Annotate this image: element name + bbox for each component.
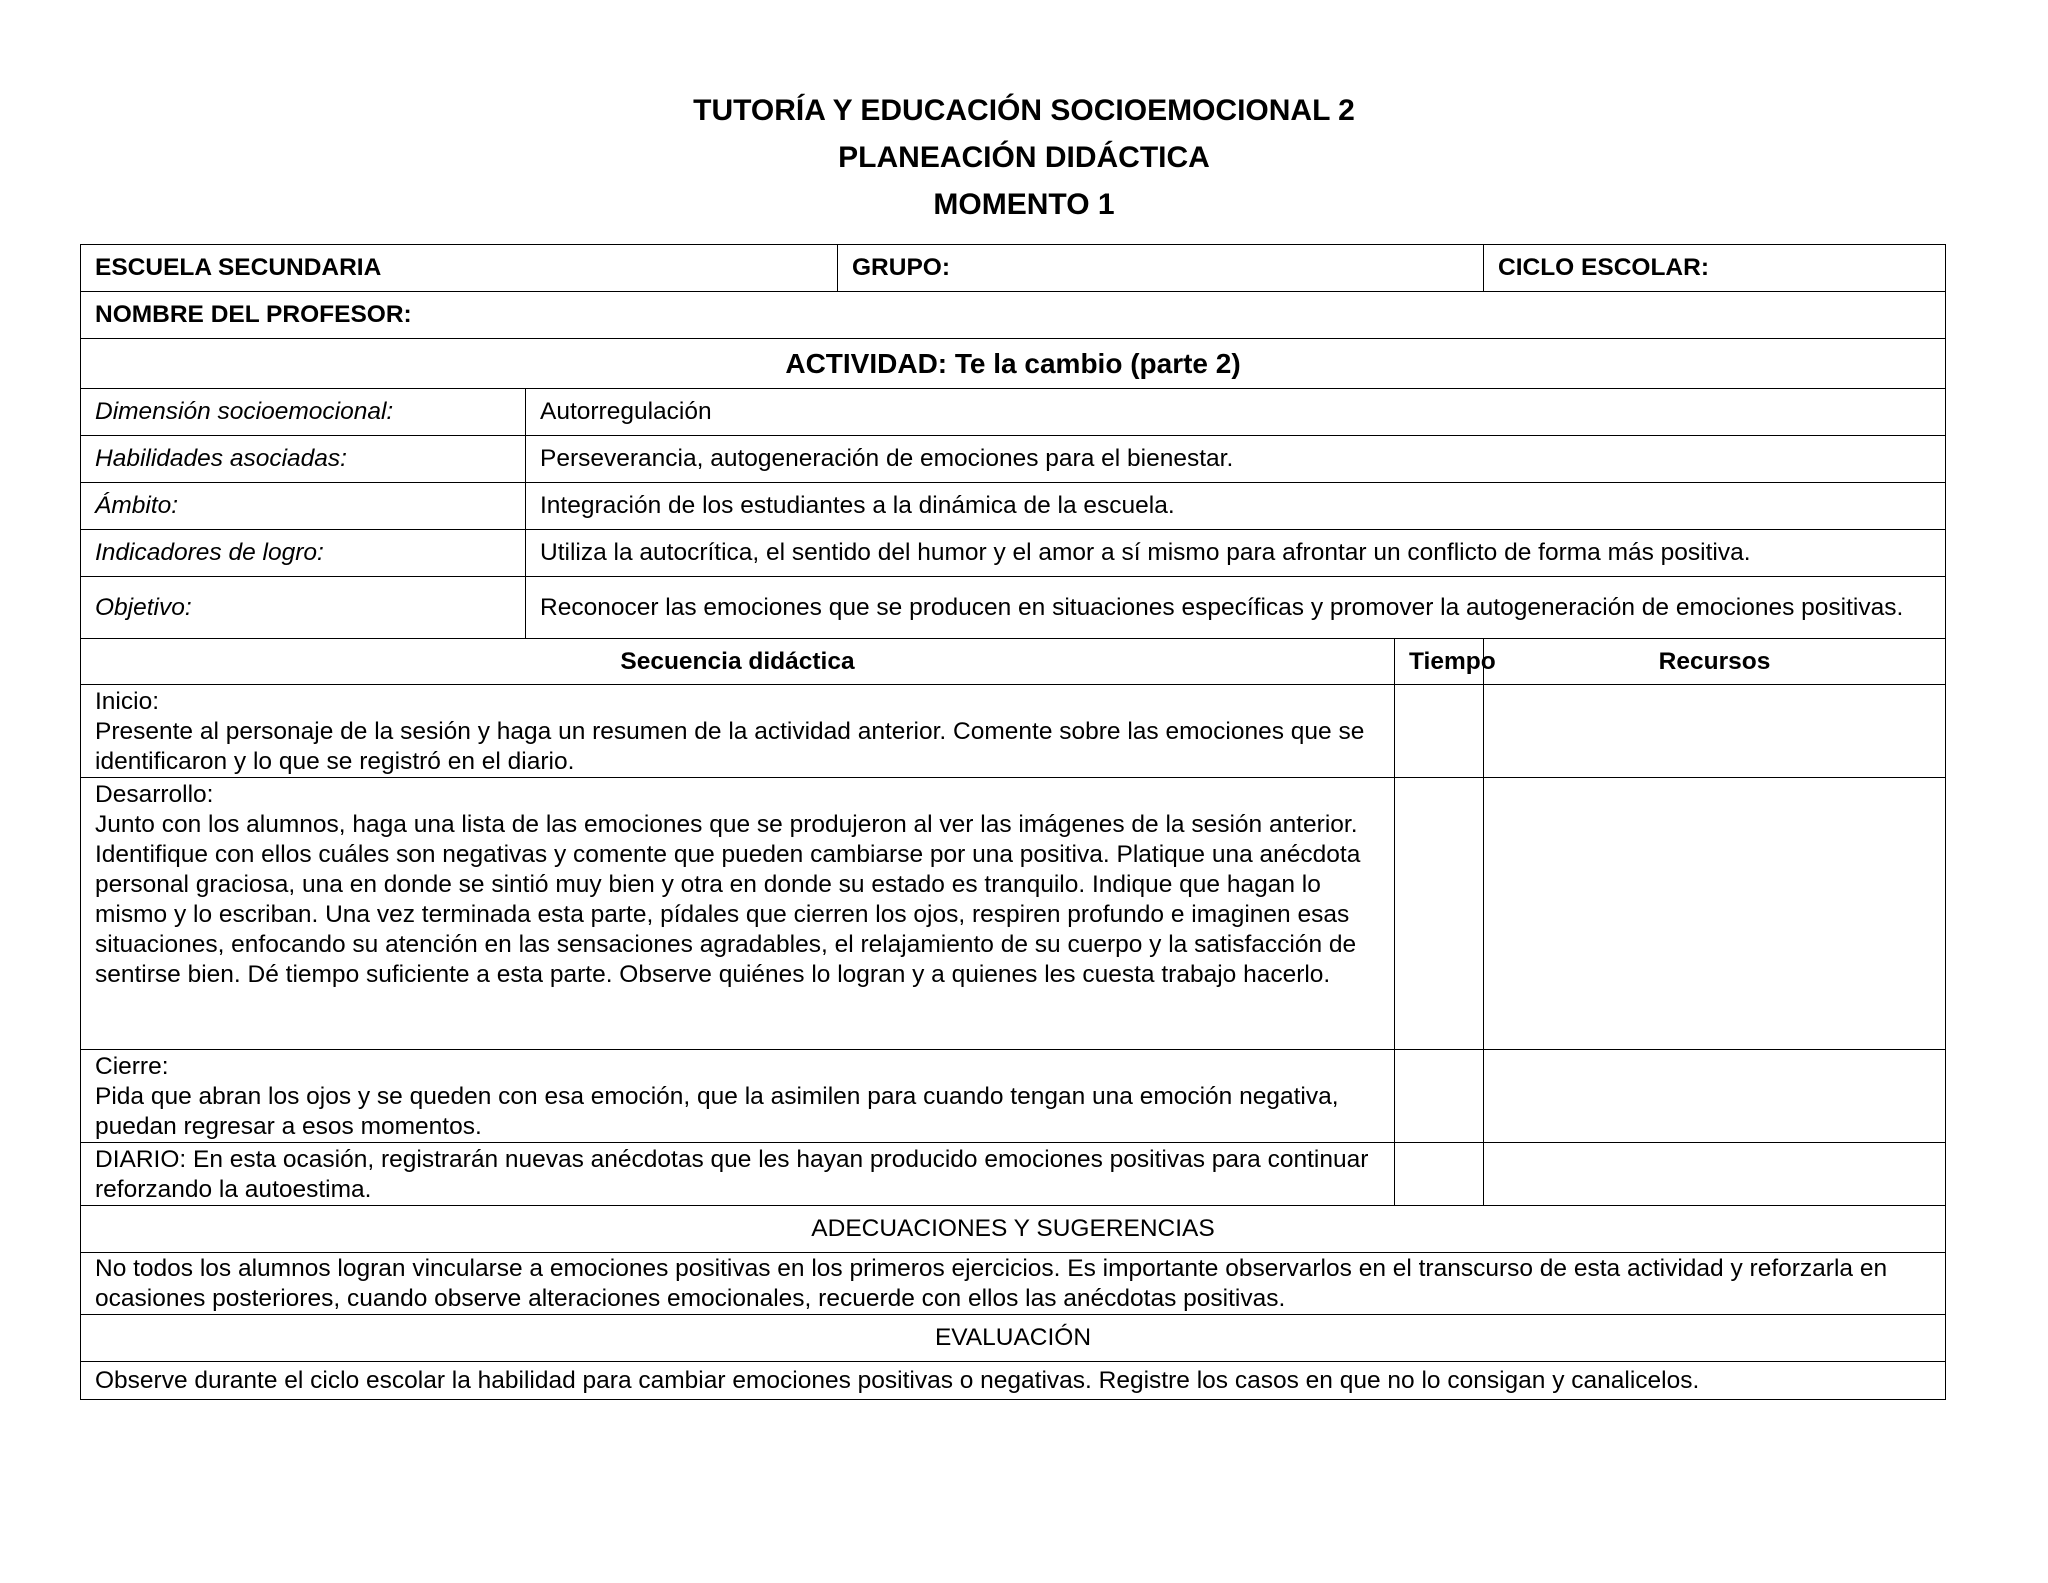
- evaluation-title: EVALUACIÓN: [81, 1315, 1946, 1362]
- sequence-diary-row: [81, 1143, 1946, 1206]
- detail-label: Indicadores de logro:: [81, 530, 526, 577]
- step-text: Pida que abran los ojos y se queden con esa emoción, que la asimilen para cuando tengan una emoción negativa, puedan regresar a esos momentos.: [95, 1083, 1339, 1140]
- resources-column-header: Recursos: [1484, 639, 1946, 685]
- detail-label: Objetivo:: [81, 577, 526, 639]
- document-subtitle: PLANEACIÓN DIDÁCTICA: [838, 141, 1210, 174]
- time-column-header: Tiempo: [1395, 639, 1484, 685]
- sequence-column-header: Secuencia didáctica: [81, 639, 1395, 685]
- detail-value: Integración de los estudiantes a la dinámica de la escuela.: [526, 483, 1946, 530]
- detail-label: Habilidades asociadas:: [81, 436, 526, 483]
- objective-value: Reconocer las emociones que se producen en situaciones específicas y promover la autogeneración de emociones positivas.: [526, 577, 1946, 639]
- teacher-row: [81, 292, 1946, 339]
- step-text: Junto con los alumnos, haga una lista de las emociones que se produjeron al ver las imágenes de la sesión anterior. Identifique con ellos cuáles son negativas y comente que pueden cambiarse por una positiva. Platique una anécdota personal graciosa, una en donde se sintió muy bien y otra en donde su estado es tranquilo. Indique que hagan lo mismo y lo escriban. Una vez terminada esta parte, pídales que cierren los ojos, respiren profundo e imaginen esas situaciones, enfocando su atención en las sensaciones agradables, el relajamiento de su cuerpo y la satisfacción de sentirse bien. Dé tiempo suficiente a esta parte. Observe quiénes lo logran y a quienes les cuesta trabajo hacerlo.: [95, 811, 1361, 988]
- resources-cell: [1484, 685, 1946, 778]
- resources-cell: [1484, 1050, 1946, 1143]
- adaptations-title-row: [81, 1206, 1946, 1253]
- step-heading: Inicio:: [95, 688, 160, 715]
- step-cierre: [81, 1050, 1395, 1143]
- sequence-header-row: [81, 639, 1946, 685]
- step-heading: Cierre:: [95, 1053, 169, 1080]
- detail-value: Utiliza la autocrítica, el sentido del humor y el amor a sí mismo para afrontar un conflicto de forma más positiva.: [526, 530, 1946, 577]
- document-moment: MOMENTO 1: [933, 188, 1115, 221]
- detail-row: [81, 389, 1946, 436]
- evaluation-text: Observe durante el ciclo escolar la habilidad para cambiar emociones positivas o negativas. Registre los casos en que no lo consigan y canalicelos.: [81, 1362, 1946, 1400]
- teacher-label: NOMBRE DEL PROFESOR:: [81, 292, 1946, 339]
- step-heading: Desarrollo:: [95, 781, 214, 808]
- detail-value: Autorregulación: [526, 389, 1946, 436]
- activity-row: [81, 339, 1946, 389]
- resources-cell: [1484, 778, 1946, 1050]
- step-text: Presente al personaje de la sesión y haga un resumen de la actividad anterior. Comente sobre las emociones que se identificaron y lo que se registró en el diario.: [95, 718, 1365, 775]
- detail-row: [81, 577, 1946, 639]
- adaptations-text-row: [81, 1253, 1946, 1315]
- diary-text: DIARIO: En esta ocasión, registrarán nuevas anécdotas que les hayan producido emociones positivas para continuar reforzando la autoestima.: [81, 1143, 1395, 1206]
- sequence-step-row: [81, 778, 1946, 1050]
- sequence-step-row: [81, 1050, 1946, 1143]
- evaluation-title-row: [81, 1315, 1946, 1362]
- evaluation-text-row: [81, 1362, 1946, 1400]
- resources-cell: [1484, 1143, 1946, 1206]
- group-label: GRUPO:: [838, 245, 1484, 292]
- sequence-step-row: [81, 685, 1946, 778]
- detail-row: [81, 436, 1946, 483]
- detail-row: [81, 530, 1946, 577]
- adaptations-text: No todos los alumnos logran vincularse a emociones positivas en los primeros ejercicios. Es importante observarlos en el transcurso de esta actividad y reforzarla en ocasiones posteriores, cuando observe alteraciones emocionales, recuerde con ellos las anécdotas positivas.: [81, 1253, 1946, 1315]
- detail-label: Ámbito:: [81, 483, 526, 530]
- time-cell: [1395, 1050, 1484, 1143]
- detail-label: Dimensión socioemocional:: [81, 389, 526, 436]
- adaptations-title: ADECUACIONES Y SUGERENCIAS: [81, 1206, 1946, 1253]
- cycle-label: CICLO ESCOLAR:: [1484, 245, 1946, 292]
- step-inicio: [81, 685, 1395, 778]
- detail-row: [81, 483, 1946, 530]
- detail-value: Perseverancia, autogeneración de emociones para el bienestar.: [526, 436, 1946, 483]
- step-desarrollo: [81, 778, 1395, 1050]
- document-title: TUTORÍA Y EDUCACIÓN SOCIOEMOCIONAL 2: [693, 94, 1355, 127]
- time-cell: [1395, 1143, 1484, 1206]
- planning-table: [80, 244, 1946, 1400]
- school-label: ESCUELA SECUNDARIA: [81, 245, 838, 292]
- time-cell: [1395, 778, 1484, 1050]
- time-cell: [1395, 685, 1484, 778]
- activity-title: ACTIVIDAD: Te la cambio (parte 2): [81, 339, 1946, 389]
- school-info-row: [81, 245, 1946, 292]
